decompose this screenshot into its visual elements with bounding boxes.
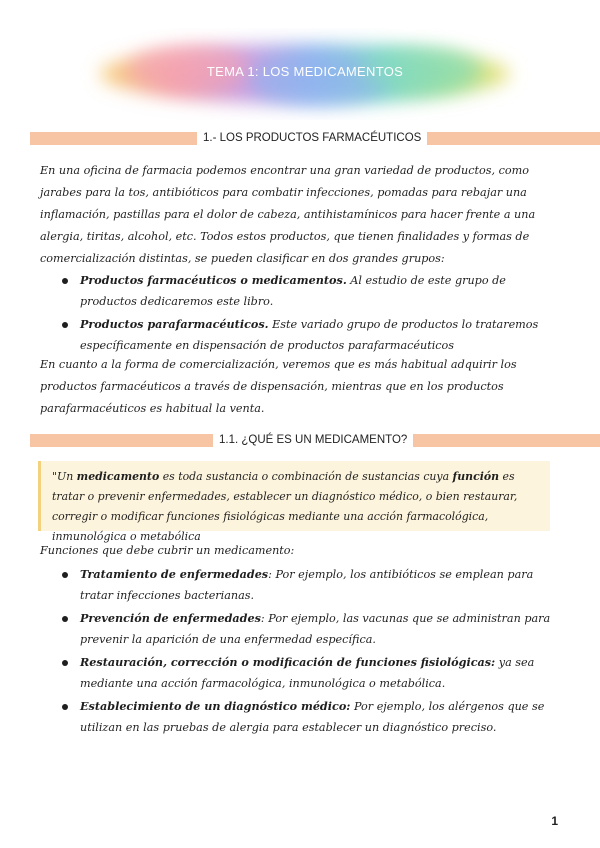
title-banner [80,28,530,120]
list-item-text: : Por ejemplo, las vacunas que se administran para prevenir la aparición de una enfermedad específica. [80,612,551,646]
list-item [60,270,560,312]
commercialization-paragraph: En cuanto a la forma de comercialización, veremos que es más habitual adquirir los productos farmacéuticos a través de dispensación, mientras que en los productos parafarmacéuticos es habitual la venta. [40,358,517,415]
functions-intro: Funciones que debe cubrir un medicamento: [40,544,295,557]
list-item-text: Este variado grupo de productos lo trataremos específicamente en dispensación de productos parafarmacéuticos [80,318,539,352]
list-item-text: ya sea mediante una acción farmacológica, inmunológica o metabólica. [80,656,535,690]
list-item-text: Al estudio de este grupo de productos dedicaremos este libro. [80,274,506,308]
definition-fragment: es tratar o prevenir enfermedades, establecer un diagnóstico médico, o bien restaurar, corregir o modificar funciones fisiológicas mediante una acción farmacológica, inmunológica o metabólica [52,470,518,543]
section-title: 1.- LOS PRODUCTOS FARMACÉUTICOS [197,128,427,148]
intro-paragraph: En una oficina de farmacia podemos encontrar una gran variedad de productos, como jarabes para la tos, antibióticos para combatir infecciones, pomadas para rebajar una inflamación, pastillas para el dolor de cabeza, antihistamínicos para hacer frente a una alergia, tiritas, alcohol, etc. Todos estos productos, que tienen finalidades y formas de comercialización distintas, se pueden clasificar en dos grandes grupos: [40,164,536,265]
definition-quote: "Un [52,470,77,483]
list-item-term: Prevención de enfermedades [80,611,261,625]
list-item [60,314,560,356]
list-item-term: Tratamiento de enfermedades [80,567,269,581]
bullet-icon [62,704,68,710]
section-header-products [30,132,600,145]
list-item-text: Por ejemplo, los alérgenos que se utilizan en las pruebas de alergia para establecer un diagnóstico preciso. [80,700,545,734]
definition-callout [38,461,550,543]
list-item-term: Productos parafarmacéuticos. [80,317,269,331]
list-item [60,696,560,738]
list-item [60,652,560,694]
list-item [60,608,560,650]
list-item-term: Productos farmacéuticos o medicamentos. [80,273,347,287]
bullet-icon [62,616,68,622]
list-item-term: Establecimiento de un diagnóstico médico: [80,699,351,713]
list-item [60,564,560,606]
bullet-icon [62,572,68,578]
section-title: 1.1. ¿QUÉ ES UN MEDICAMENTO? [213,430,413,450]
definition-fragment: es toda sustancia o combinación de sustancias cuya [159,470,453,483]
bullet-icon [62,322,68,328]
list-item-text: : Por ejemplo, los antibióticos se emplean para tratar infecciones bacterianas. [80,568,534,602]
section-header-medicine [30,434,600,447]
list-item-term: Restauración, corrección o modificación de funciones fisiológicas: [80,655,496,669]
callout-accent-border [38,461,41,531]
bullet-icon [62,660,68,666]
definition-term: medicamento [76,470,160,483]
bullet-icon [62,278,68,284]
product-groups-list [60,270,560,358]
definition-term: función [452,470,500,483]
definition-text [52,467,544,547]
page-number: 1 [551,814,558,828]
functions-list [60,564,560,740]
document-title: TEMA 1: LOS MEDICAMENTOS [206,64,404,79]
